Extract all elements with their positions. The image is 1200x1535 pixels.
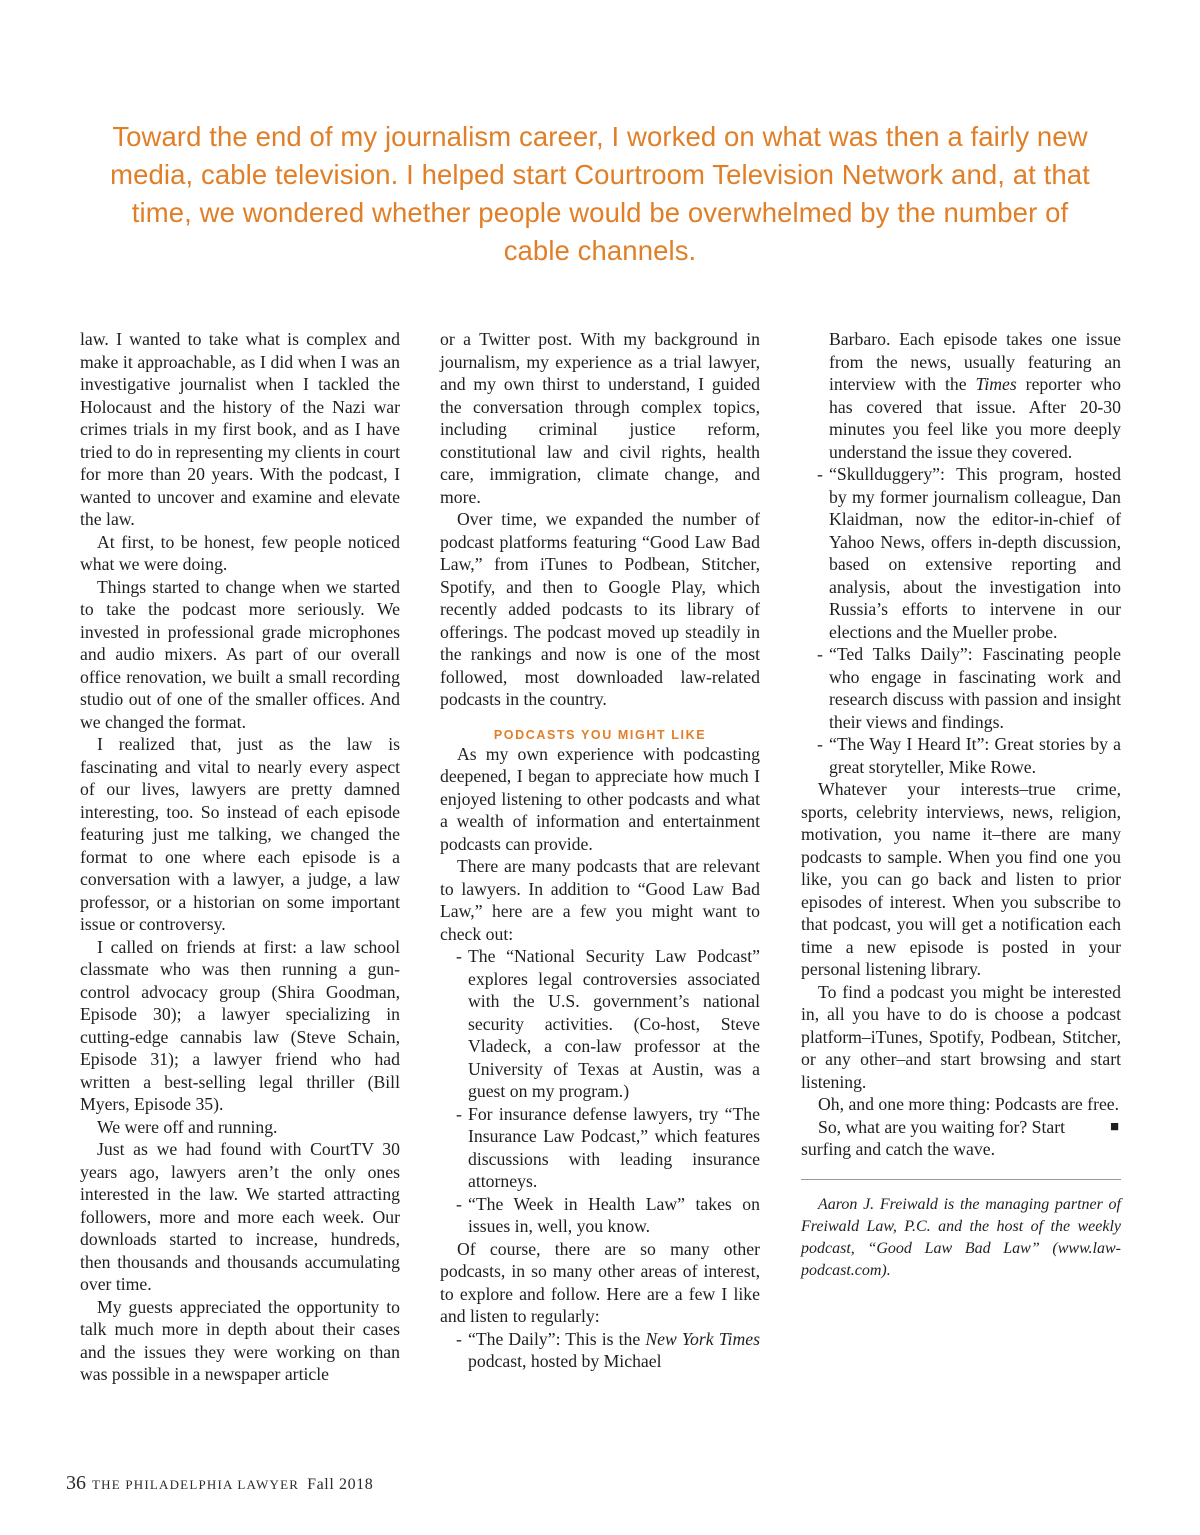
paragraph: My guests appreciated the opportunity to talk much more in depth about their cases and the issues they were working on than was possible in a newspaper article bbox=[80, 1296, 400, 1384]
paragraph: To find a podcast you might be interested in, all you have to do is choose a podcast platform–iTunes, Spotify, Podbean, Stitcher, or any other–and start browsing and start listening. bbox=[801, 981, 1121, 1092]
list-item: - The “National Security Law Podcast” explores legal controversies associated with the U.S. government’s national security activities. (Co-host, Steve Vladeck, a con-law professor at the University of Texas at Austin, was a guest on my program.) bbox=[468, 945, 760, 1103]
list-item-text: reporter who has covered that issue. After 20-30 minutes you feel like you more deeply understand the issue they covered. bbox=[829, 374, 1121, 462]
paragraph: I called on friends at first: a law school classmate who was then running a gun-control advocacy group (Shira Goodman, Episode 30); a lawyer specializing in cutting-edge cannabis law (Steve Schain, Episode 31); a lawyer friend who had written a best-selling legal thriller (Bill Myers, Episode 35). bbox=[80, 936, 400, 1114]
podcast-list bbox=[440, 1328, 760, 1373]
page-number: 36 bbox=[66, 1472, 86, 1494]
list-item: - “The Week in Health Law” takes on issues in, well, you know. bbox=[468, 1193, 760, 1238]
paragraph: There are many podcasts that are relevant to lawyers. In addition to “Good Law Bad Law,” here are a few you might want to check out: bbox=[440, 856, 760, 944]
closing-text: So, what are you waiting for? Start surfing and catch the wave. bbox=[801, 1116, 1066, 1159]
list-item: - “The Way I Heard It”: Great stories by a great storyteller, Mike Rowe. bbox=[829, 733, 1121, 778]
divider bbox=[801, 1179, 1121, 1180]
paragraph: I realized that, just as the law is fascinating and vital to nearly every aspect of our lives, lawyers are pretty damned interesting, too. So instead of each episode featuring just me talking, we changed the format to one where each episode is a conversation with a lawyer, a judge, a law professor, or a historian on some important issue or controversy. bbox=[80, 734, 400, 934]
paragraph: or a Twitter post. With my background in journalism, my experience as a trial lawyer, and my own thirst to understand, I guided the conversation through complex topics, including criminal justice reform, constitutional law and civil rights, health care, immigration, climate change, and more. bbox=[440, 329, 760, 507]
paragraph: As my own experience with podcasting deepened, I began to appreciate how much I enjoyed listening to other podcasts and what a wealth of information and entertainment podcasts can provide. bbox=[440, 743, 760, 854]
list-item bbox=[829, 328, 1121, 463]
list-item bbox=[468, 1328, 760, 1373]
paragraph: Just as we had found with CourtTV 30 years ago, lawyers aren’t the only ones interested in the law. We started attracting followers, more and more each week. Our downloads started to increase, hundreds, then thousands and thousands accumulating over time. bbox=[80, 1139, 400, 1294]
list-item-text: “The Daily”: This is the bbox=[468, 1328, 646, 1349]
article-column-2 bbox=[440, 328, 760, 1373]
paragraph: Of course, there are so many other podcasts, in so many other areas of interest, to explore and follow. Here are a few I like and listen to regularly: bbox=[440, 1238, 760, 1326]
article-column-3 bbox=[801, 328, 1121, 1282]
list-item: - “Skullduggery”: This program, hosted by my former journalism colleague, Dan Klaidman, now the editor-in-chief of Yahoo News, offers in-depth discussion, based on extensive reporting and analysis, about the investigation into Russia’s efforts to intervene in our elections and the Mueller probe. bbox=[829, 463, 1121, 643]
podcast-list bbox=[440, 945, 760, 1238]
publication-name: New York Times bbox=[645, 1328, 760, 1349]
podcast-list bbox=[801, 328, 1121, 778]
paragraph: law. I wanted to take what is complex and make it approachable, as I did when I was an investigative journalist when I tackled the Holocaust and the history of the Nazi war crimes trials in my first book, and as I have tried to do in representing my clients in court for more than 20 years. With the podcast, I wanted to uncover and examine and elevate the law. bbox=[80, 329, 400, 529]
article-column-1 bbox=[80, 328, 400, 1386]
pull-quote: Toward the end of my journalism career, I worked on what was then a fairly new media, cable television. I helped start Courtroom Television Network and, at that time, we wondered whether people would be overwhelmed by the number of cable channels. bbox=[110, 121, 1090, 266]
paragraph: Oh, and one more thing: Podcasts are free. bbox=[818, 1094, 1120, 1114]
list-item-text: podcast, hosted by Michael bbox=[468, 1351, 662, 1371]
paragraph: At first, to be honest, few people noticed what we were doing. bbox=[80, 531, 400, 574]
author-bio: Aaron J. Freiwald is the managing partner of Freiwald Law, P.C. and the host of the weekly podcast, “Good Law Bad Law” (www.law-podcast.com). bbox=[801, 1195, 1121, 1279]
page-footer bbox=[66, 1472, 373, 1495]
issue-date: Fall 2018 bbox=[307, 1476, 374, 1493]
section-subhead: PODCASTS YOU MIGHT LIKE bbox=[493, 727, 707, 742]
paragraph: Things started to change when we started to take the podcast more seriously. We invested in professional grade microphones and audio mixers. As part of our overall office renovation, we built a small recording studio out of one of the smaller offices. And we changed the format. bbox=[80, 576, 400, 732]
publication-title: THE PHILADELPHIA LAWYER bbox=[92, 1477, 300, 1492]
paragraph: We were off and running. bbox=[97, 1116, 278, 1137]
paragraph: Whatever your interests–true crime, sports, celebrity interviews, news, religion, motivation, you name it–there are many podcasts to sample. When you find one you like, you can go back and listen to prior episodes of interest. When you subscribe to that podcast, you will get a notification each time a new episode is posted in your personal listening library. bbox=[801, 779, 1121, 979]
list-item: - “Ted Talks Daily”: Fascinating people who engage in fascinating work and research discuss with passion and insight their views and findings. bbox=[829, 643, 1121, 733]
list-item: - For insurance defense lawyers, try “The Insurance Law Podcast,” which features discussions with leading insurance attorneys. bbox=[468, 1103, 760, 1193]
paragraph bbox=[801, 1116, 1121, 1161]
paragraph: Over time, we expanded the number of podcast platforms featuring “Good Law Bad Law,” from iTunes to Podbean, Stitcher, Spotify, and then to Google Play, which recently added podcasts to its library of offerings. The podcast moved up steadily in the rankings and now is one of the most followed, most downloaded law-related podcasts in the country. bbox=[440, 509, 760, 709]
publication-name: Times bbox=[975, 374, 1017, 394]
list-item-text: Barbaro. Each episode takes one issue from the news, usually featuring an interview with the bbox=[829, 329, 1121, 394]
end-mark-icon: ■ bbox=[1109, 1118, 1119, 1135]
